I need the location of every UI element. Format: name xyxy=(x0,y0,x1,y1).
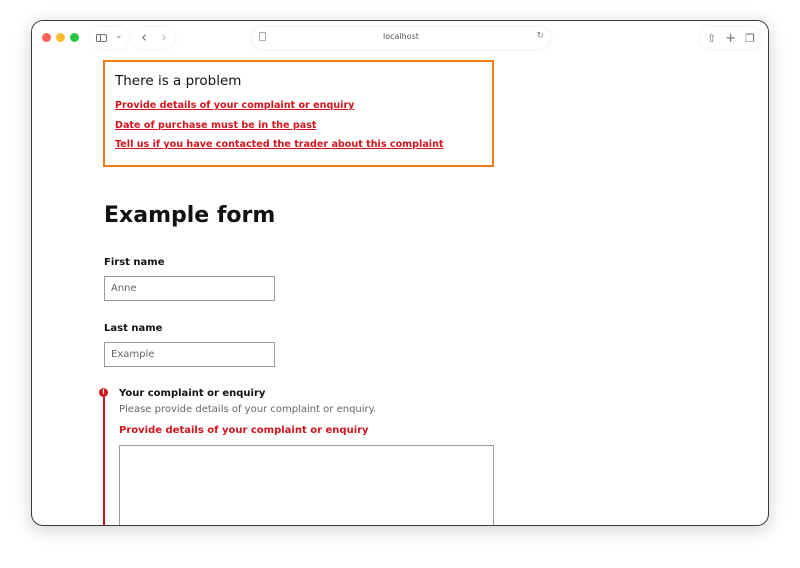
forward-icon[interactable]: › xyxy=(161,27,167,46)
browser-toolbar xyxy=(32,21,768,55)
minimize-window-button[interactable] xyxy=(56,33,65,42)
error-link-complaint[interactable]: Provide details of your complaint or enquiry xyxy=(115,100,355,111)
last-name-input[interactable]: Example xyxy=(104,342,275,367)
zoom-window-button[interactable] xyxy=(70,33,79,42)
complaint-textarea[interactable] xyxy=(119,445,494,526)
close-window-button[interactable] xyxy=(42,33,51,42)
chevron-down-icon: ⌄ xyxy=(115,30,123,41)
complaint-hint: Please provide details of your complaint or enquiry. xyxy=(119,404,377,415)
reload-icon[interactable]: ↻ xyxy=(536,31,544,41)
first-name-label: First name xyxy=(104,257,165,268)
share-icon[interactable]: ⇧ xyxy=(707,31,717,45)
page-content xyxy=(32,55,768,525)
url-text: localhost xyxy=(383,32,419,41)
error-link-trader-contact[interactable]: Tell us if you have contacted the trader about this complaint xyxy=(115,139,444,150)
sidebar-toggle-button[interactable] xyxy=(90,27,128,49)
complaint-label: Your complaint or enquiry xyxy=(119,388,266,399)
history-nav xyxy=(133,27,175,49)
address-bar[interactable] xyxy=(252,27,550,49)
page-title: Example form xyxy=(104,203,276,228)
tab-overview-icon[interactable]: ❐ xyxy=(745,31,755,45)
window-actions xyxy=(700,27,762,49)
first-name-input[interactable]: Anne xyxy=(104,276,275,301)
new-tab-icon[interactable]: + xyxy=(725,30,737,46)
error-icon: ! xyxy=(99,388,108,397)
browser-window xyxy=(31,20,769,526)
error-summary xyxy=(103,60,494,167)
last-name-label: Last name xyxy=(104,323,163,334)
sidebar-icon xyxy=(96,34,107,42)
back-icon[interactable]: ‹ xyxy=(141,27,147,46)
error-indicator-bar xyxy=(103,397,105,526)
error-link-purchase-date[interactable]: Date of purchase must be in the past xyxy=(115,119,317,131)
error-summary-title: There is a problem xyxy=(115,73,242,89)
complaint-error-message: Provide details of your complaint or enquiry xyxy=(119,425,369,436)
